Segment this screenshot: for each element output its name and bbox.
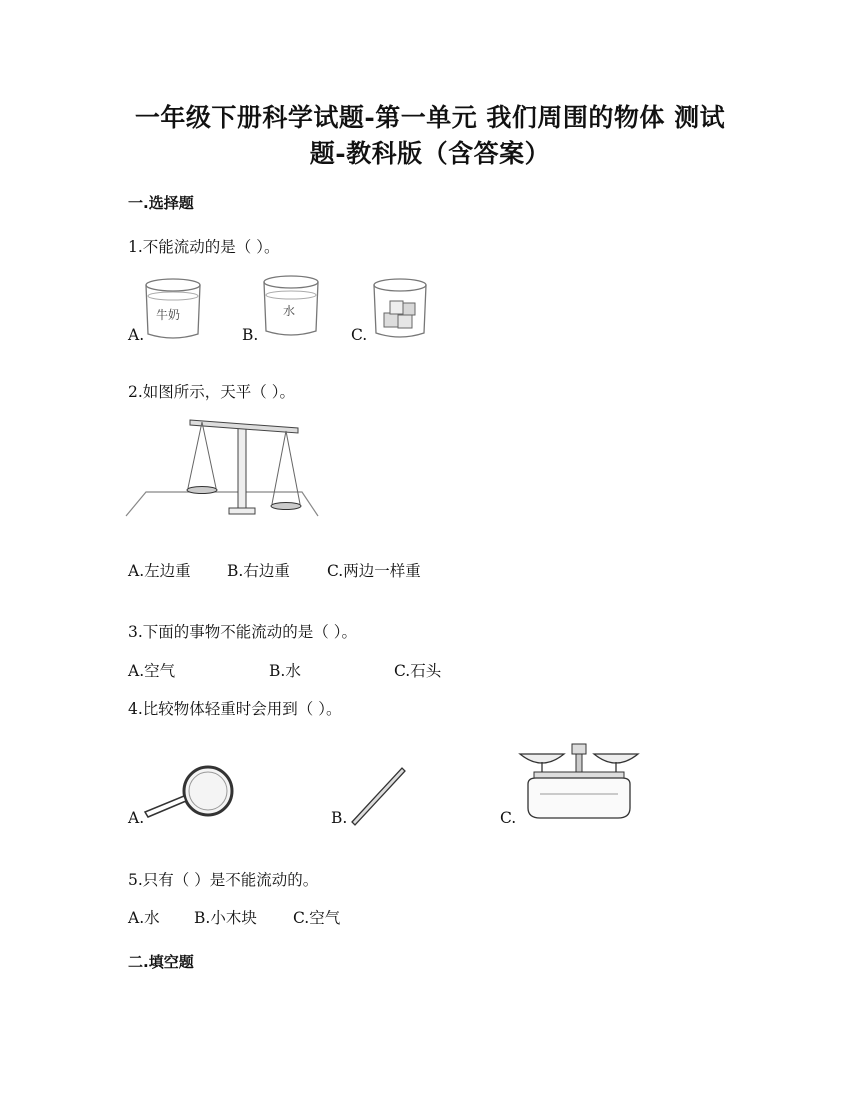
q3-option-b: B.水	[269, 662, 301, 680]
q3-option-c: C.石头	[394, 662, 442, 680]
q2-option-c: C.两边一样重	[327, 562, 421, 580]
stick-icon	[348, 764, 408, 826]
water-cup-label: 水	[283, 304, 296, 318]
q5-option-c: C.空气	[293, 909, 341, 927]
section-heading-fill-blank: 二.填空题	[128, 953, 194, 971]
q4-option-c-label: C.	[500, 809, 517, 827]
q1-option-c-label: C.	[351, 326, 368, 344]
question-1-text: 1.不能流动的是（ ）。	[128, 238, 280, 256]
tray-balance-icon	[518, 738, 640, 824]
doc-title-line1: 一年级下册科学试题-第一单元 我们周围的物体 测试	[134, 103, 726, 132]
balance-scale-icon	[126, 414, 322, 524]
q1-option-a-label: A.	[128, 326, 145, 344]
q3-option-a: A.空气	[128, 662, 176, 680]
question-4-text: 4.比较物体轻重时会用到（ ）。	[128, 700, 342, 718]
q4-option-b-label: B.	[331, 809, 348, 827]
q1-option-b-label: B.	[242, 326, 259, 344]
q5-option-b: B.小木块	[194, 909, 257, 927]
q2-option-a: A.左边重	[128, 562, 191, 580]
q5-option-a: A.水	[128, 909, 160, 927]
question-3-text: 3.下面的事物不能流动的是（ ）。	[128, 623, 357, 641]
q4-option-a-label: A.	[128, 809, 145, 827]
section-heading-choice: 一.选择题	[128, 194, 194, 212]
ice-cube-cup-icon	[370, 277, 430, 339]
milk-cup-label: 牛奶	[156, 308, 181, 322]
q2-option-b: B.右边重	[227, 562, 290, 580]
question-2-text: 2.如图所示，天平（ ）。	[128, 383, 295, 401]
magnifying-glass-icon	[142, 765, 242, 821]
doc-title-line2: 题-教科版（含答案）	[309, 139, 551, 168]
question-5-text: 5.只有（ ）是不能流动的。	[128, 871, 319, 889]
